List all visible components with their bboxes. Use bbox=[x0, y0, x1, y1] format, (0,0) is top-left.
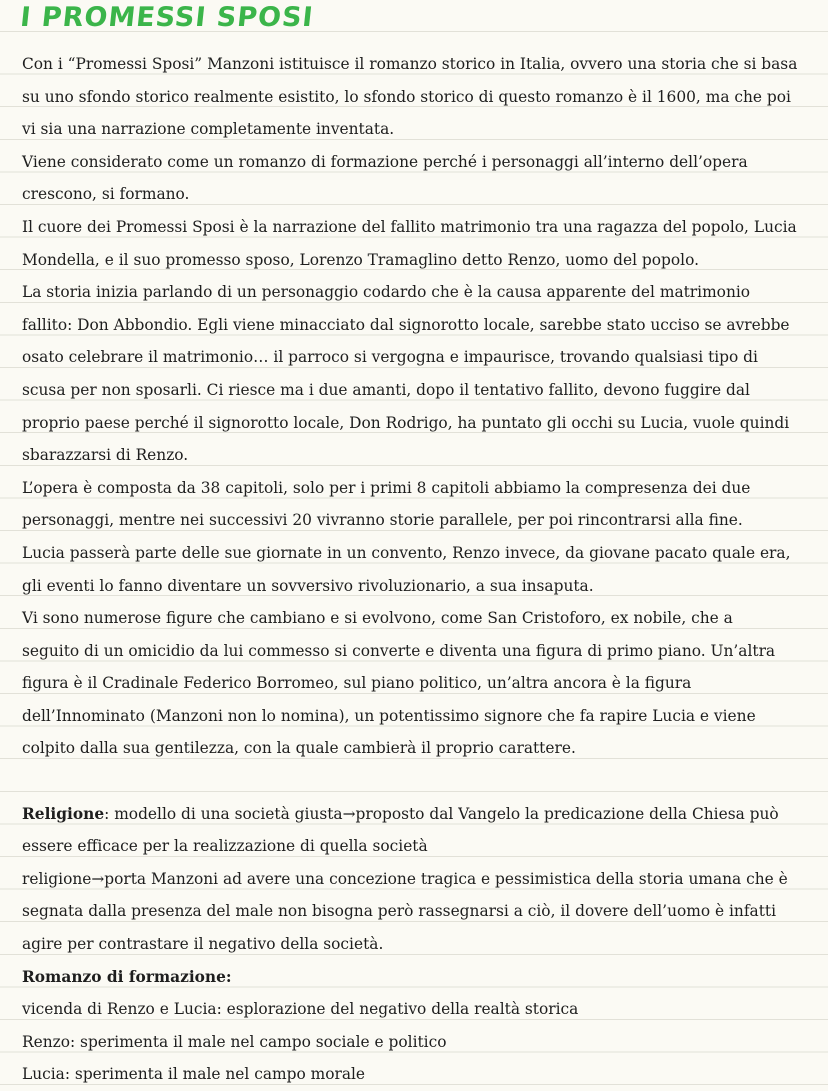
text-line: proprio paese perché il signorotto locale, Don Rodrigo, ha puntato gli occhi su Lucia, vuole quindi bbox=[22, 413, 790, 432]
text-line: essere efficace per la realizzazione di quella società bbox=[22, 837, 428, 856]
formazione-heading bbox=[22, 961, 812, 994]
text-line: fallito: Don Abbondio. Egli viene minacciato dal signorotto locale, sarebbe stato ucciso se avrebbe bbox=[22, 315, 790, 334]
formazione-heading-text: Romanzo di formazione: bbox=[22, 967, 232, 986]
text-line: vi sia una narrazione completamente inventata. bbox=[22, 120, 395, 139]
text-line: figura è il Cradinale Federico Borromeo, sul piano politico, un’altra ancora è la figura bbox=[22, 674, 692, 693]
blank-line bbox=[22, 765, 812, 798]
text-line: L’opera è composta da 38 capitoli, solo per i primi 8 capitoli abbiamo la compresenza dei due bbox=[22, 478, 751, 497]
text-line: Il cuore dei Promessi Sposi è la narrazione del fallito matrimonio tra una ragazza del popolo, Lucia bbox=[22, 217, 797, 236]
text-line: sbarazzarsi di Renzo. bbox=[22, 446, 189, 465]
religione-label: Religione bbox=[22, 804, 105, 823]
note-content bbox=[22, 48, 812, 1091]
text-line: osato celebrare il matrimonio… il parroco si vergogna e impaurisce, trovando qualsiasi tipo di bbox=[22, 348, 758, 367]
text-line: su uno sfondo storico realmente esistito, lo sfondo storico di questo romanzo è il 1600, ma che poi bbox=[22, 87, 791, 106]
text-line: Mondella, e il suo promesso sposo, Lorenzo Tramaglino detto Renzo, uomo del popolo. bbox=[22, 250, 699, 269]
text-line: scusa per non sposarli. Ci riesce ma i due amanti, dopo il tentativo fallito, devono fuggire dal bbox=[22, 380, 750, 399]
text-line: Vi sono numerose figure che cambiano e si evolvono, come San Cristoforo, ex nobile, che a bbox=[22, 609, 733, 628]
text-line: Lucia: sperimenta il male nel campo morale bbox=[22, 1065, 366, 1084]
text-line: religione→porta Manzoni ad avere una concezione tragica e pessimistica della storia umana che è bbox=[22, 869, 788, 888]
text-line: Renzo: sperimenta il male nel campo sociale e politico bbox=[22, 1032, 447, 1051]
text-line: colpito dalla sua gentilezza, con la quale cambierà il proprio carattere. bbox=[22, 739, 576, 758]
text-line: Lucia passerà parte delle sue giornate in un convento, Renzo invece, da giovane pacato quale era, bbox=[22, 543, 791, 562]
religione-text: : modello di una società giusta→proposto dal Vangelo la predicazione della Chiesa può bbox=[104, 804, 779, 823]
text-line: dell’Innominato (Manzoni non lo nomina), un potentissimo signore che fa rapire Lucia e viene bbox=[22, 706, 756, 725]
text-line: vicenda di Renzo e Lucia: esplorazione del negativo della realtà storica bbox=[22, 1000, 579, 1019]
text-line: agire per contrastare il negativo della società. bbox=[22, 935, 384, 954]
text-line: seguito di un omicidio da lui commesso si converte e diventa una figura di primo piano. Un’altra bbox=[22, 641, 776, 660]
text-line: Viene considerato come un romanzo di formazione perché i personaggi all’interno dell’opera bbox=[22, 152, 748, 171]
page-title: I PROMESSI SPOSI bbox=[18, 2, 316, 33]
religione-line bbox=[22, 798, 812, 831]
text-line: segnata dalla presenza del male non bisogna però rassegnarsi a ciò, il dovere dell’uomo è infatti bbox=[22, 902, 776, 921]
text-line: crescono, si formano. bbox=[22, 185, 190, 204]
text-line: Con i “Promessi Sposi” Manzoni istituisce il romanzo storico in Italia, ovvero una storia che si basa bbox=[22, 55, 798, 73]
text-line: gli eventi lo fanno diventare un sovversivo rivoluzionario, a sua insaputa. bbox=[22, 576, 594, 595]
text-line: personaggi, mentre nei successivi 20 vivranno storie parallele, per poi rincontrarsi alla fine. bbox=[22, 511, 743, 530]
text-line: La storia inizia parlando di un personaggio codardo che è la causa apparente del matrimonio bbox=[22, 283, 751, 302]
